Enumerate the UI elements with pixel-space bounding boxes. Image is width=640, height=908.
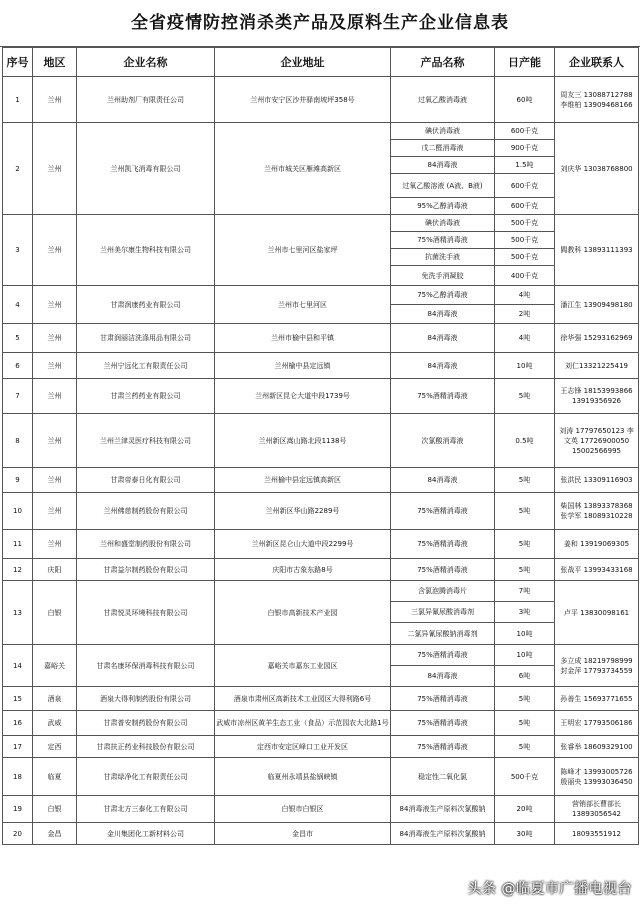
company-address: 定西市安定区峰口工业开发区 [215, 736, 391, 758]
daily-capacity: 3吨 [495, 602, 555, 623]
product-name: 75%酒精消毒液 [391, 687, 495, 711]
contact-person: 刘涛 17797650123 李文英 17726900050 15002566995 [555, 414, 639, 468]
product-name: 84消毒液生产原料次氯酸钠 [391, 796, 495, 823]
row-number: 15 [3, 687, 33, 711]
daily-capacity: 500千克 [495, 758, 555, 796]
daily-capacity: 500千克 [495, 215, 555, 232]
company-name: 甘肃帝泰日化有限公司 [77, 468, 215, 493]
company-name: 甘肃扶正药业科技股份有限公司 [77, 736, 215, 758]
watermark: 头条 @临夏市广播电视台 [467, 881, 632, 897]
region-cell: 庆阳 [33, 559, 77, 581]
company-address: 兰州市七里河区 [215, 286, 391, 324]
product-name: 碘伏消毒液 [391, 123, 495, 140]
product-name: 84消毒液 [391, 305, 495, 324]
contact-person: 潘江生 13909498180 [555, 286, 639, 324]
daily-capacity: 500千克 [495, 249, 555, 266]
daily-capacity: 30吨 [495, 823, 555, 845]
contact-person: 孙善生 15693771655 [555, 687, 639, 711]
column-header: 地区 [33, 48, 77, 77]
company-address: 兰州新区嵩山路北段1138号 [215, 414, 391, 468]
row-number: 16 [3, 711, 33, 736]
company-name: 兰州凯飞消毒有限公司 [77, 123, 215, 215]
product-name: 含氯泡腾消毒片 [391, 581, 495, 602]
contact-person: 营销部长曹部长 13893056542 [555, 796, 639, 823]
product-name: 75%酒精消毒液 [391, 530, 495, 559]
table-row [3, 687, 639, 711]
table-title: 全省疫情防控消杀类产品及原料生产企业信息表 [0, 0, 640, 47]
contact-person: 张睿举 18609329100 [555, 736, 639, 758]
company-name: 甘肃北方三泰化工有限公司 [77, 796, 215, 823]
table-row [3, 823, 639, 845]
region-cell: 兰州 [33, 468, 77, 493]
company-name: 兰州佛慈制药股份有限公司 [77, 493, 215, 530]
contact-person: 王明宏 17793506186 [555, 711, 639, 736]
company-name: 甘肃悦灵环境科技有限公司 [77, 581, 215, 645]
product-name: 75%酒精消毒液 [391, 493, 495, 530]
product-name: 碘伏消毒液 [391, 215, 495, 232]
table-row [3, 414, 639, 468]
daily-capacity: 1.5吨 [495, 157, 555, 174]
company-name: 甘肃益尔制药股份有限公司 [77, 559, 215, 581]
region-cell: 定西 [33, 736, 77, 758]
table-row [3, 77, 639, 123]
company-name: 金川集团化工新材料公司 [77, 823, 215, 845]
row-number: 6 [3, 353, 33, 379]
product-name: 过氧乙酸溶液 (A液、B液) [391, 174, 495, 198]
daily-capacity: 500千克 [495, 232, 555, 249]
daily-capacity: 7吨 [495, 581, 555, 602]
product-name: 抗菌洗手液 [391, 249, 495, 266]
row-number: 10 [3, 493, 33, 530]
product-name: 75%酒精消毒液 [391, 711, 495, 736]
contact-person: 刘庆华 13038768800 [555, 123, 639, 215]
contact-person: 18093551912 [555, 823, 639, 845]
region-cell: 嘉峪关 [33, 645, 77, 687]
table-row [3, 758, 639, 796]
column-header: 日产能 [495, 48, 555, 77]
product-name: 稳定性二氧化氯 [391, 758, 495, 796]
row-number: 11 [3, 530, 33, 559]
company-name: 兰州美尔康生物科技有限公司 [77, 215, 215, 286]
company-address: 兰州市七里河区盐家坪 [215, 215, 391, 286]
contact-person: 閻教科 13893111393 [555, 215, 639, 286]
row-number: 3 [3, 215, 33, 286]
contact-person: 柴国林 13893378368 张学军 18089310228 [555, 493, 639, 530]
product-name: 过氧乙酸消毒液 [391, 77, 495, 123]
daily-capacity: 600千克 [495, 198, 555, 215]
table-row [3, 215, 639, 232]
table-row [3, 286, 639, 305]
product-name: 次氯酸消毒液 [391, 414, 495, 468]
daily-capacity: 20吨 [495, 796, 555, 823]
daily-capacity: 5吨 [495, 736, 555, 758]
row-number: 7 [3, 379, 33, 414]
daily-capacity: 600千克 [495, 174, 555, 198]
column-header: 企业地址 [215, 48, 391, 77]
product-name: 75%酒精消毒液 [391, 379, 495, 414]
daily-capacity: 4吨 [495, 324, 555, 353]
row-number: 20 [3, 823, 33, 845]
region-cell: 武威 [33, 711, 77, 736]
table-row [3, 379, 639, 414]
table-row [3, 353, 639, 379]
row-number: 12 [3, 559, 33, 581]
daily-capacity: 5吨 [495, 687, 555, 711]
contact-person: 卢平 13830098161 [555, 581, 639, 645]
company-address: 兰州榆中县定远镇 [215, 353, 391, 379]
product-name: 三氯异氰尿酸消毒剂 [391, 602, 495, 623]
daily-capacity: 10吨 [495, 645, 555, 666]
region-cell: 金昌 [33, 823, 77, 845]
table-row [3, 559, 639, 581]
daily-capacity: 600千克 [495, 123, 555, 140]
contact-person: 周友三 13088712788 李维柏 13909468166 [555, 77, 639, 123]
table-body [3, 77, 639, 845]
region-cell: 兰州 [33, 77, 77, 123]
table-row [3, 530, 639, 559]
daily-capacity: 10吨 [495, 623, 555, 645]
row-number: 19 [3, 796, 33, 823]
region-cell: 兰州 [33, 379, 77, 414]
product-name: 二氯异氰尿酸钠消毒剂 [391, 623, 495, 645]
table-row [3, 468, 639, 493]
row-number: 2 [3, 123, 33, 215]
region-cell: 兰州 [33, 215, 77, 286]
company-address: 武威市凉州区黄羊生态工业（食品）示范园农大北路1号 [215, 711, 391, 736]
company-address: 白银市高新技术产业园 [215, 581, 391, 645]
company-name: 酒泉大得利制药股份有限公司 [77, 687, 215, 711]
row-number: 1 [3, 77, 33, 123]
company-address: 兰州榆中县定远镇高新区 [215, 468, 391, 493]
daily-capacity: 0.5吨 [495, 414, 555, 468]
company-name: 甘肃润丽洁洗涤用品有限公司 [77, 324, 215, 353]
company-address: 兰州市城关区雁滩高新区 [215, 123, 391, 215]
daily-capacity: 5吨 [495, 379, 555, 414]
row-number: 5 [3, 324, 33, 353]
region-cell: 临夏 [33, 758, 77, 796]
product-name: 84消毒液 [391, 324, 495, 353]
product-name: 84消毒液 [391, 468, 495, 493]
table-row [3, 796, 639, 823]
contact-person: 张战平 13993433168 [555, 559, 639, 581]
table-row [3, 324, 639, 353]
row-number: 8 [3, 414, 33, 468]
product-name: 75%乙醇消毒液 [391, 286, 495, 305]
product-name: 75%酒精消毒液 [391, 645, 495, 666]
region-cell: 兰州 [33, 530, 77, 559]
product-name: 84消毒液 [391, 666, 495, 687]
daily-capacity: 5吨 [495, 711, 555, 736]
table-row [3, 711, 639, 736]
table-row [3, 493, 639, 530]
daily-capacity: 400千克 [495, 266, 555, 286]
table-row [3, 736, 639, 758]
column-header: 企业名称 [77, 48, 215, 77]
daily-capacity: 10吨 [495, 353, 555, 379]
contact-person: 多立成 18219798999 封金萍 17793734559 [555, 645, 639, 687]
company-address: 兰州市安宁区沙井驿南坡坪358号 [215, 77, 391, 123]
daily-capacity: 5吨 [495, 468, 555, 493]
region-cell: 兰州 [33, 414, 77, 468]
product-name: 84消毒液 [391, 157, 495, 174]
contact-person: 刘仁13321225419 [555, 353, 639, 379]
contact-person: 王志锋 18153993866 13919356926 [555, 379, 639, 414]
table-row [3, 123, 639, 140]
product-name: 75%酒精消毒液 [391, 736, 495, 758]
region-cell: 白银 [33, 581, 77, 645]
row-number: 17 [3, 736, 33, 758]
row-number: 14 [3, 645, 33, 687]
daily-capacity: 900千克 [495, 140, 555, 157]
daily-capacity: 4吨 [495, 286, 555, 305]
company-name: 甘肃绿净化工有限责任公司 [77, 758, 215, 796]
daily-capacity: 5吨 [495, 559, 555, 581]
column-header: 序号 [3, 48, 33, 77]
product-name: 75%酒精消毒液 [391, 232, 495, 249]
product-name: 戊二醛消毒液 [391, 140, 495, 157]
column-header: 产品名称 [391, 48, 495, 77]
region-cell: 酒泉 [33, 687, 77, 711]
daily-capacity: 5吨 [495, 493, 555, 530]
company-address: 庆阳市古象东路8号 [215, 559, 391, 581]
daily-capacity: 2吨 [495, 305, 555, 324]
region-cell: 兰州 [33, 123, 77, 215]
company-name: 甘肃名康环保消毒科技有限公司 [77, 645, 215, 687]
company-address: 兰州新区昆仑山大道中段2299号 [215, 530, 391, 559]
row-number: 4 [3, 286, 33, 324]
contact-person: 张洪民 13309116903 [555, 468, 639, 493]
company-name: 甘肃兰药药业有限公司 [77, 379, 215, 414]
row-number: 18 [3, 758, 33, 796]
daily-capacity: 6吨 [495, 666, 555, 687]
daily-capacity: 5吨 [495, 530, 555, 559]
company-address: 兰州新区昆仑大道中段1739号 [215, 379, 391, 414]
company-address: 酒泉市肃州区高新技术工业园区大得利路6号 [215, 687, 391, 711]
table-row [3, 581, 639, 602]
region-cell: 兰州 [33, 493, 77, 530]
region-cell: 兰州 [33, 353, 77, 379]
company-address: 金昌市 [215, 823, 391, 845]
product-name: 95%乙醇消毒液 [391, 198, 495, 215]
company-name: 兰州助剂厂有限责任公司 [77, 77, 215, 123]
company-address: 兰州市榆中县和平镇 [215, 324, 391, 353]
product-name: 免洗手消凝胶 [391, 266, 495, 286]
table-row [3, 645, 639, 666]
company-address: 临夏州永靖县盐锅峡镇 [215, 758, 391, 796]
company-address: 嘉峪关市嘉东工业园区 [215, 645, 391, 687]
region-cell: 兰州 [33, 324, 77, 353]
company-name: 甘肃润康药业有限公司 [77, 286, 215, 324]
company-name: 兰州宁远化工有限责任公司 [77, 353, 215, 379]
product-name: 75%酒精消毒液 [391, 559, 495, 581]
company-address: 兰州新区华山路2289号 [215, 493, 391, 530]
product-name: 84消毒液生产原料次氯酸钠 [391, 823, 495, 845]
company-name: 兰州兰津灵医疗科技有限公司 [77, 414, 215, 468]
company-address: 白银市白银区 [215, 796, 391, 823]
row-number: 13 [3, 581, 33, 645]
header-row [3, 48, 639, 77]
company-info-table [2, 47, 639, 845]
company-name: 甘肃普安制药股份有限公司 [77, 711, 215, 736]
row-number: 9 [3, 468, 33, 493]
company-name: 兰州和盛堂制药股份有限公司 [77, 530, 215, 559]
region-cell: 白银 [33, 796, 77, 823]
region-cell: 兰州 [33, 286, 77, 324]
product-name: 84消毒液 [391, 353, 495, 379]
contact-person: 姜和 13919069305 [555, 530, 639, 559]
daily-capacity: 60吨 [495, 77, 555, 123]
contact-person: 陈峰才 13993005726 殷丽央 13993036450 [555, 758, 639, 796]
contact-person: 徐华强 15293162969 [555, 324, 639, 353]
column-header: 企业联系人 [555, 48, 639, 77]
